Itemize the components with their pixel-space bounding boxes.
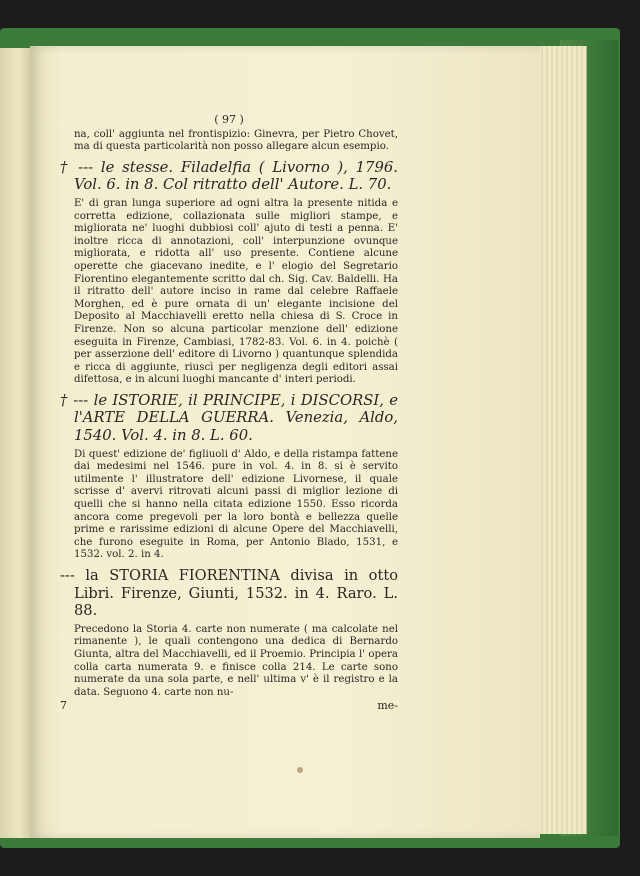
paragraph-filadelfia: E' di gran lunga superiore ad ogni altra la presente nitida e corretta edizione, collazionata sulle migliori stampe, e migliorata ne' luoghi dubbiosi coll' ajuto di testi a penna. E' inoltre ricca di annotazioni, coll' interpunzione ovunque migliorata, e ridotta all' uso presente. Contiene alcune operette che giacevano inedite, e l' elogio del Segretario Fiorentino elegantemente scritto dal ch. Sig. Cav. Baldelli. Ha il ritratto dell' autore inciso in rame dal celebre Raffaele Morghen, ed è pure ornata di un' elegante incisione del Deposito al Macchiavelli eretto nella chiesa di S. Croce in Firenze. Non so alcuna particolar menzione dell' edizione eseguita in Firenze, Cambiasi, 1782-83. Vol. 6. in 4. poichè ( per asserzione dell' editore di Livorno ) quantunque splendida e ricca di aggiunte, riuscì per negligenza degli editori assai difettosa, e in alcuni luoghi mancante d' interi periodi. xyxy=(74,197,398,386)
entry-heading-filadelfia: † --- le stesse. Filadelfia ( Livorno ), 1796. Vol. 6. in 8. Col ritratto dell' Autore. L. 70. xyxy=(60,158,398,194)
catchword: me- xyxy=(377,699,398,713)
entry-heading-istorie: † --- le ISTORIE, il PRINCIPE, i DISCORSI, e l'ARTE DELLA GUERRA. Venezia, Aldo, 1540. Vol. 4. in 8. L. 60. xyxy=(60,391,398,445)
paragraph-continuation: na, coll' aggiunta nel frontispizio: Ginevra, per Pietro Chovet, ma di questa particolarità non posso allegare alcun esempio. xyxy=(74,128,398,153)
entry-heading-storia-fiorentina: --- la STORIA FIORENTINA divisa in otto Libri. Firenze, Giunti, 1532. in 4. Raro. L. 88. xyxy=(60,567,398,620)
page-footer xyxy=(60,700,398,713)
paragraph-storia-fiorentina: Precedono la Storia 4. carte non numerate ( ma calcolate nel rimanente ), le quali contengono una dedica di Bernardo Giunta, altra del Macchiavelli, ed il Proemio. Principia l' opera colla carta numerata 9. e finisce colla 214. Le carte sono numerate da una sola parte, e nell' ultima v' è il registro e la data. Seguono 4. carte non nu- xyxy=(74,623,398,698)
left-page-edge xyxy=(0,48,32,838)
signature-mark: 7 xyxy=(60,699,67,713)
paragraph-istorie: Di quest' edizione de' figliuoli d' Aldo, e della ristampa fattene dai medesimi nel 1546. pure in vol. 4. in 8. si è servito utilmente l' illustratore dell' edizione Livornese, il quale scrisse d' avervi ritrovati alcuni passi di miglior lezione di quelli che si hanno nella citata edizione 1550. Esso ricorda ancora come pregevoli per la loro bontà e bellezza quelle prime e rarissime edizioni di alcune Opere del Macchiavelli, che furono eseguite in Roma, per Antonio Blado, 1531, e 1532. vol. 2. in 4. xyxy=(74,448,398,561)
page-text xyxy=(60,114,398,713)
paper-stain xyxy=(297,767,303,773)
page-number: ( 97 ) xyxy=(214,113,244,126)
